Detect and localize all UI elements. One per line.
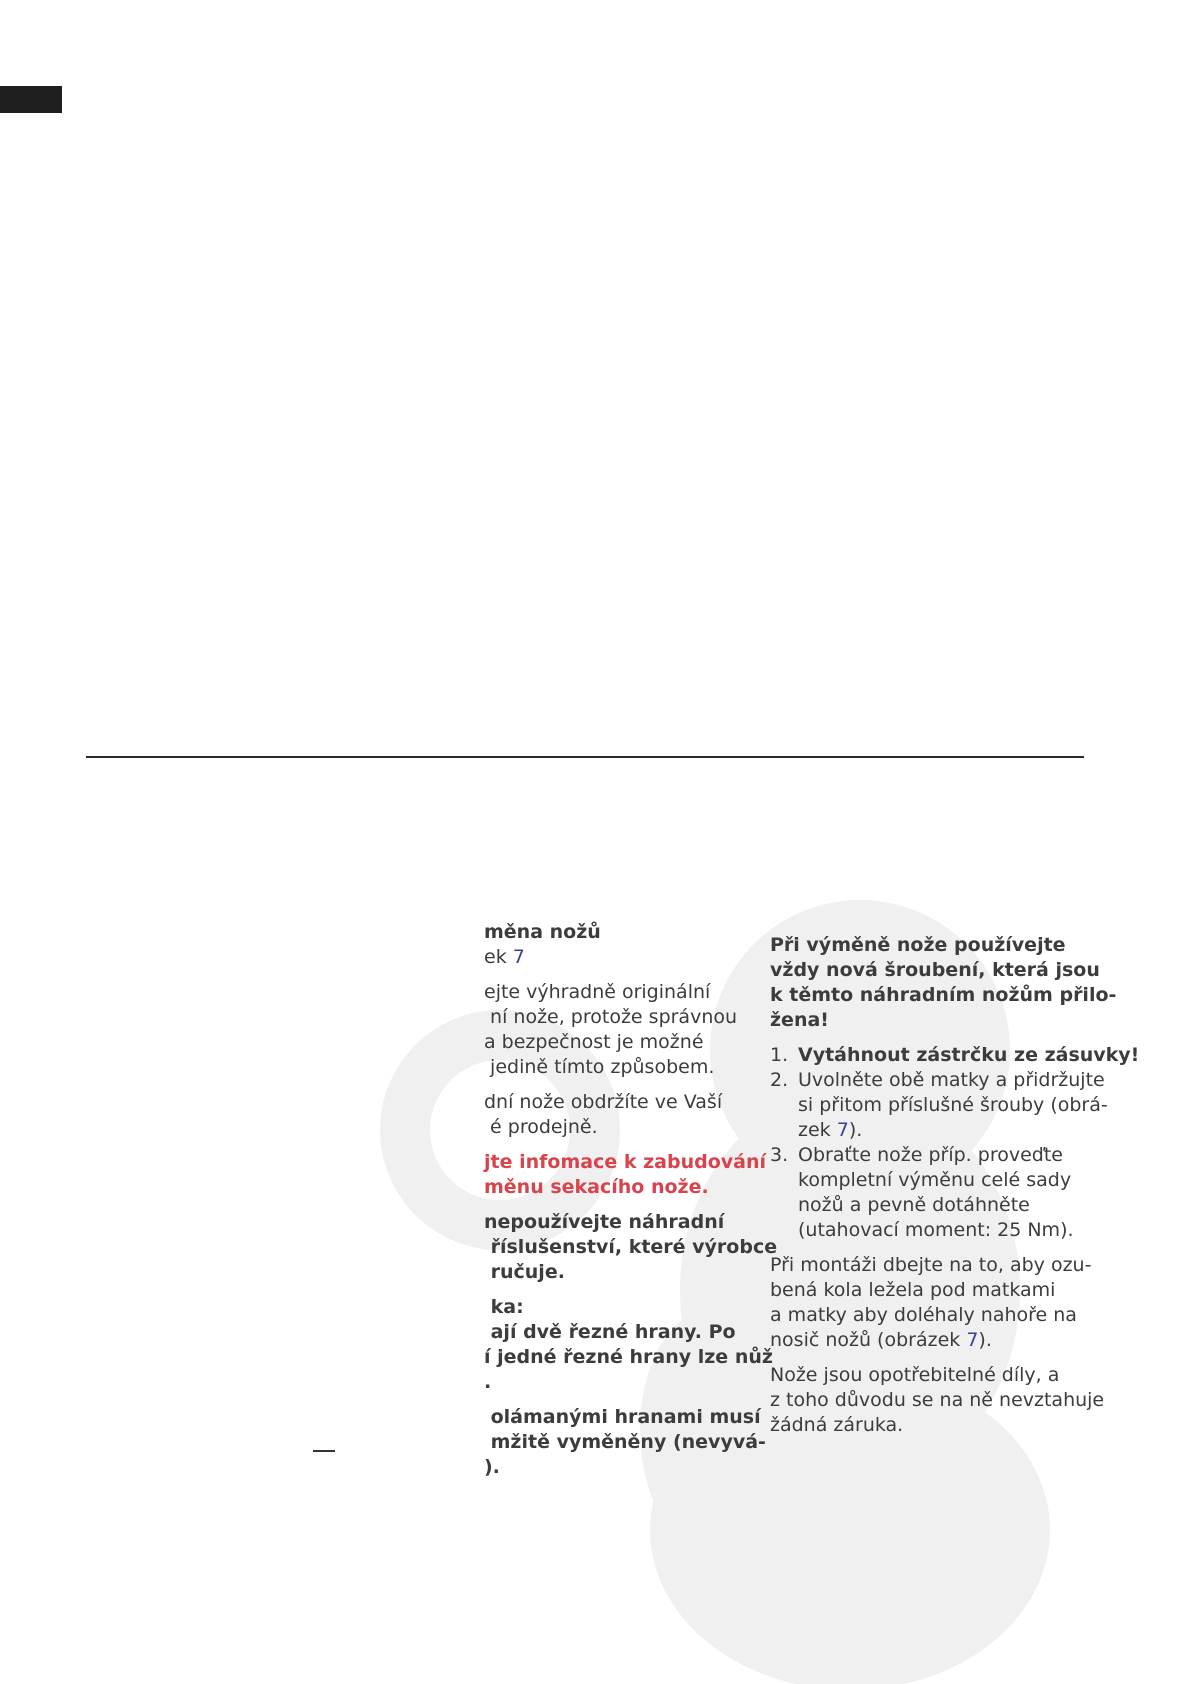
note-label: ka: [484,1296,524,1318]
figure-reference: ek 7 [484,946,525,968]
intro-line: vždy nová šroubení, která jsou [770,959,1100,981]
figure-link[interactable]: 7 [836,1119,849,1141]
mount-line: a matky aby doléhaly nahoře na [770,1304,1077,1326]
broken-blade-line: olámanými hranami musí [484,1406,761,1428]
wear-line: Nože jsou opotřebitelné díly, a [770,1364,1060,1386]
step-number: 2. [770,1069,789,1091]
wear-line: z toho důvodu se na ně nevztahuje [770,1389,1105,1411]
step-text: si přitom příslušné šrouby (obrá- [798,1094,1108,1116]
right-text-column [770,933,1139,1438]
para2-line: é prodejně. [484,1116,598,1138]
wear-line: žádná záruka. [770,1414,904,1436]
para1-line: ní nože, protože správnou [484,1006,738,1028]
margin-dash [313,1450,335,1452]
intro-line: k těmto náhradním nožům přilo- [770,984,1117,1006]
step-item [770,1043,1139,1068]
red-note-line: měnu sekacího nože. [484,1176,709,1198]
broken-blade-line: mžitě vyměněny (nevyvá- [484,1431,766,1453]
section-divider [86,756,1084,758]
broken-blade-line: ). [484,1456,500,1478]
para1-line: ejte výhradně originální [484,981,711,1003]
note-line: ají dvě řezné hrany. Po [484,1321,736,1343]
section-heading: měna nožů [484,921,601,943]
warning-line: říslušenství, které výrobce [484,1236,778,1258]
note-line: í jedné řezné hrany lze nůž [484,1346,773,1368]
mount-line: bená kola ležela pod matkami [770,1279,1056,1301]
step-text: Obraťte nože příp. proveďte [798,1144,1063,1166]
para1-line: jedině tímto způsobem. [484,1056,715,1078]
note-line: . [484,1371,492,1393]
page-tab-marker [0,86,62,113]
step-item [770,1068,1139,1143]
step-text: Vytáhnout zástrčku ze zásuvky! [798,1044,1140,1066]
step-text: Uvolněte obě matky a přidržujte [798,1069,1105,1091]
step-text: kompletní výměnu celé sady [798,1169,1072,1191]
left-text-column [484,920,777,1480]
mount-line: Při montáži dbejte na to, aby ozu- [770,1254,1092,1276]
mount-line: nosič nožů (obrázek 7). [770,1329,992,1351]
red-note-line: jte infomace k zabudování [484,1151,766,1173]
warning-line: ručuje. [484,1261,565,1283]
step-text: nožů a pevně dotáhněte [798,1194,1030,1216]
para1-line: a bezpečnost je možné [484,1031,704,1053]
steps-list [770,1043,1139,1243]
intro-line: Při výměně nože používejte [770,934,1066,956]
para2-line: dní nože obdržíte ve Vaší [484,1091,723,1113]
figure-link[interactable]: 7 [512,946,525,968]
step-text: zek 7). [798,1119,863,1141]
step-item [770,1143,1139,1243]
step-number: 3. [770,1144,789,1166]
step-text: (utahovací moment: 25 Nm). [798,1219,1074,1241]
warning-line: nepoužívejte náhradní [484,1211,725,1233]
figure-link[interactable]: 7 [966,1329,979,1351]
intro-line: žena! [770,1009,829,1031]
step-number: 1. [770,1044,789,1066]
